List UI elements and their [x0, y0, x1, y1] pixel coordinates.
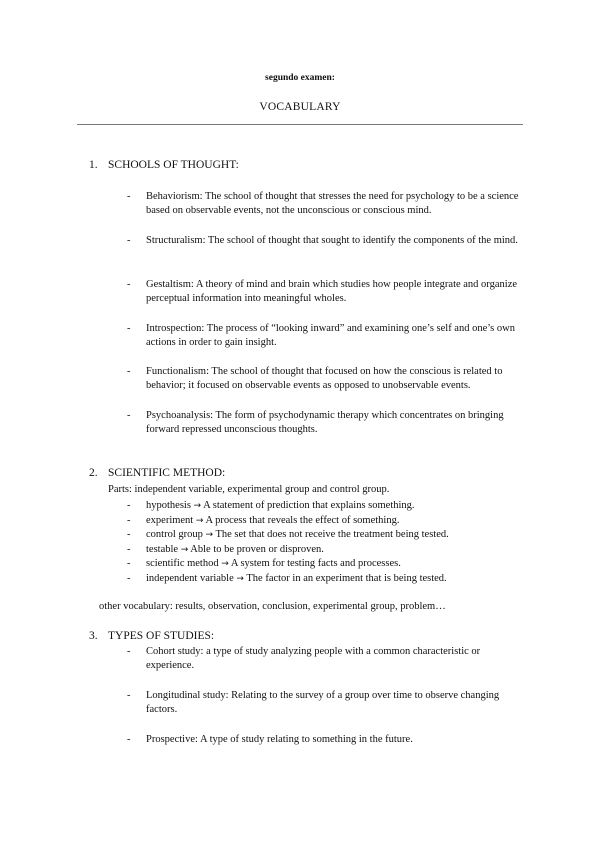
bullet-dash: - [127, 323, 131, 334]
bullet-dash: - [127, 558, 131, 569]
term-definition [146, 557, 526, 571]
header-divider [77, 124, 523, 125]
term: testable [146, 544, 179, 555]
bullet-dash: - [127, 279, 131, 290]
bullet-dash: - [127, 646, 131, 657]
definition: A process that reveals the effect of something. [205, 515, 400, 526]
definition-text: Psychoanalysis: The form of psychodynamic therapy which concentrates on bringing forward repressed unconscious thoughts. [146, 410, 504, 435]
arrow-right-icon: → [195, 516, 204, 526]
definition-text: Functionalism: The school of thought that focused on how the conscious is related to behavior; it focused on observable events as opposed to unobservable events. [146, 366, 503, 391]
page-title: VOCABULARY [259, 101, 341, 113]
term-definition [146, 499, 526, 513]
definition: A statement of prediction that explains something. [203, 500, 415, 511]
section-title: TYPES OF STUDIES: [108, 630, 215, 642]
definition: Able to be proven or disproven. [190, 544, 324, 555]
definition: The set that does not receive the treatment being tested. [215, 529, 449, 540]
term: experiment [146, 515, 194, 526]
term-definition [146, 514, 526, 528]
term: control group [146, 529, 203, 540]
section-title: SCIENTIFIC METHOD: [108, 467, 226, 479]
section-number: 3. [89, 630, 98, 642]
arrow-right-icon: → [236, 574, 244, 584]
definition-text: Cohort study: a type of study analyzing people with a common characteristic or experience. [146, 646, 481, 671]
term: scientific method [146, 558, 219, 569]
bullet-dash: - [127, 366, 131, 377]
definition: A system for testing facts and processes. [230, 558, 401, 569]
section-number: 1. [89, 159, 98, 171]
section-title: SCHOOLS OF THOUGHT: [108, 159, 239, 171]
bullet-dash: - [127, 191, 131, 202]
definition-text: Longitudinal study: Relating to the survey of a group over time to observe changing factors. [146, 690, 500, 715]
section-number: 2. [89, 467, 98, 479]
definition-text: Behaviorism: The school of thought that stresses the need for psychology to be a science based on observable events, not the unconscious or conscious mind. [146, 191, 519, 216]
term: independent variable [146, 573, 234, 584]
definition-text: Introspection: The process of “looking inward” and examining one’s self and one’s own actions in order to gain insight. [146, 323, 515, 348]
bullet-dash: - [127, 573, 131, 584]
bullet-dash: - [127, 500, 131, 511]
bullet-dash: - [127, 690, 131, 701]
definition-text: Prospective: A type of study relating to something in the future. [146, 734, 413, 745]
bullet-dash: - [127, 529, 131, 540]
bullet-dash: - [127, 235, 131, 246]
arrow-right-icon: → [221, 559, 229, 569]
exam-title: segundo examen: [265, 73, 335, 83]
bullet-dash: - [127, 734, 131, 745]
parts-line: Parts: independent variable, experimental group and control group. [108, 484, 390, 495]
arrow-right-icon: → [205, 530, 214, 540]
bullet-dash: - [127, 410, 131, 421]
term-definition [146, 528, 526, 542]
bullet-dash: - [127, 544, 131, 555]
bullet-dash: - [127, 515, 131, 526]
definition-text: Structuralism: The school of thought that sought to identify the components of the mind. [146, 235, 518, 246]
other-vocabulary: other vocabulary: results, observation, conclusion, experimental group, problem… [99, 601, 446, 612]
term: hypothesis [146, 500, 191, 511]
arrow-right-icon: → [180, 545, 189, 555]
arrow-right-icon: → [193, 501, 202, 511]
term-definition [146, 543, 526, 557]
term-definition [146, 572, 526, 586]
definition: The factor in an experiment that is being tested. [246, 573, 447, 584]
definition-text: Gestaltism: A theory of mind and brain which studies how people integrate and organize perceptual information into meaningful wholes. [146, 279, 518, 304]
